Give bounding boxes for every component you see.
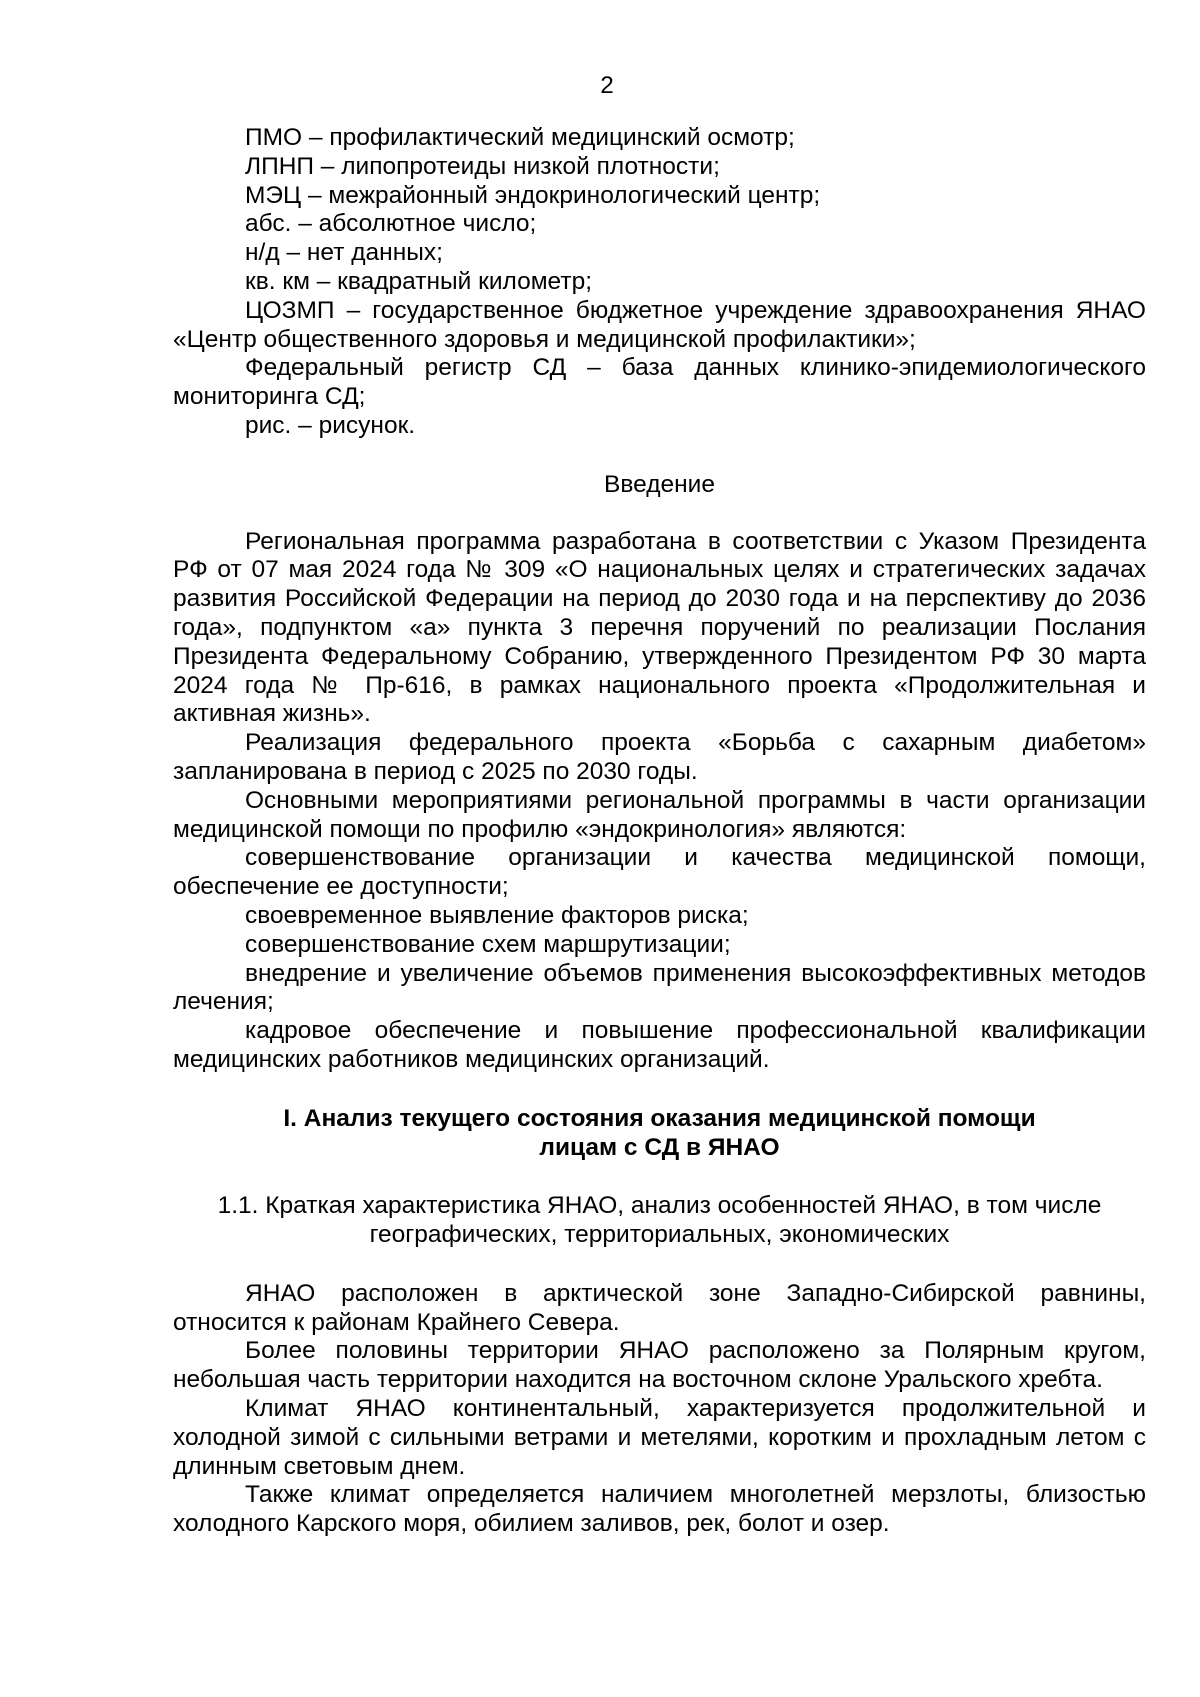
intro-list-item: своевременное выявление факторов риска;: [245, 901, 749, 929]
section-title: [173, 1105, 1146, 1163]
section-paragraph: ЯНАО расположен в арктической зоне Западно-Сибирской равнины, относится к районам Крайнего Севера.: [173, 1279, 1146, 1336]
abbreviation-item: МЭЦ – межрайонный эндокринологический центр;: [245, 181, 821, 209]
abbreviation-item: ЦОЗМП – государственное бюджетное учреждение здравоохранения ЯНАО «Центр общественного здоровья и медицинской профилактики»;: [173, 296, 1146, 353]
subsection-title-line: географических, территориальных, экономических: [369, 1221, 950, 1249]
intro-heading: Введение: [604, 470, 715, 498]
section-paragraph: Также климат определяется наличием многолетней мерзлоты, близостью холодного Карского моря, обилием заливов, рек, болот и озер.: [173, 1481, 1146, 1538]
section-paragraph: Климат ЯНАО континентальный, характеризуется продолжительной и холодной зимой с сильными ветрами и метелями, коротким и прохладным летом с длинным световым днем.: [173, 1395, 1146, 1480]
abbreviation-item: н/д – нет данных;: [245, 239, 443, 267]
page-number: 2: [600, 72, 614, 99]
section-title-line: лицам с СД в ЯНАО: [539, 1133, 780, 1161]
intro-list-item: кадровое обеспечение и повышение профессиональной квалификации медицинских работников медицинских организаций.: [173, 1017, 1146, 1073]
intro-paragraph: Основными мероприятиями региональной программы в части организации медицинской помощи по профилю «эндокринология» являются:: [173, 786, 1146, 843]
intro-list-item: внедрение и увеличение объемов применения высокоэффективных методов лечения;: [173, 959, 1146, 1016]
abbreviations-list: [173, 124, 1146, 441]
intro-section: [173, 528, 1146, 1075]
abbreviation-item: ПМО – профилактический медицинский осмотр;: [245, 124, 795, 151]
intro-paragraph: Региональная программа разработана в соответствии с Указом Президента РФ от 07 мая 2024 года № 309 «О национальных целях и стратегических задачах развития Российской Федерации на период до 2030 года и на перспективу до 2036 года», подпунктом «а» пункта 3 перечня поручений по реализации Послания Президента Федеральному Собранию, утвержденного Президентом РФ 30 марта 2024 года № Пр-616, в рамках национального проекта «Продолжительная и активная жизнь».: [173, 527, 1146, 728]
subsection-title-line: 1.1. Краткая характеристика ЯНАО, анализ особенностей ЯНАО, в том числе: [217, 1192, 1102, 1220]
abbreviation-item: ЛПНП – липопротеиды низкой плотности;: [245, 152, 720, 180]
page-content: [173, 124, 1146, 1539]
abbreviation-item: Федеральный регистр СД – база данных клинико-эпидемиологического мониторинга СД;: [173, 354, 1146, 411]
abbreviation-item: рис. – рисунок.: [245, 411, 416, 439]
abbreviation-item: кв. км – квадратный километр;: [245, 267, 593, 295]
intro-list-item: совершенствование организации и качества медицинской помощи, обеспечение ее доступности;: [173, 844, 1146, 901]
abbreviation-item: абс. – абсолютное число;: [245, 210, 537, 238]
intro-paragraph: Реализация федерального проекта «Борьба с сахарным диабетом» запланирована в период с 2025 по 2030 годы.: [173, 729, 1146, 785]
section1-body: [173, 1280, 1146, 1539]
subsection-title: [173, 1192, 1146, 1250]
section-title-line: I. Анализ текущего состояния оказания медицинской помощи: [283, 1104, 1036, 1132]
section-paragraph: Более половины территории ЯНАО расположено за Полярным кругом, небольшая часть территории находится на восточном склоне Уральского хребта.: [173, 1337, 1146, 1394]
intro-list-item: совершенствование схем маршрутизации;: [245, 930, 731, 958]
